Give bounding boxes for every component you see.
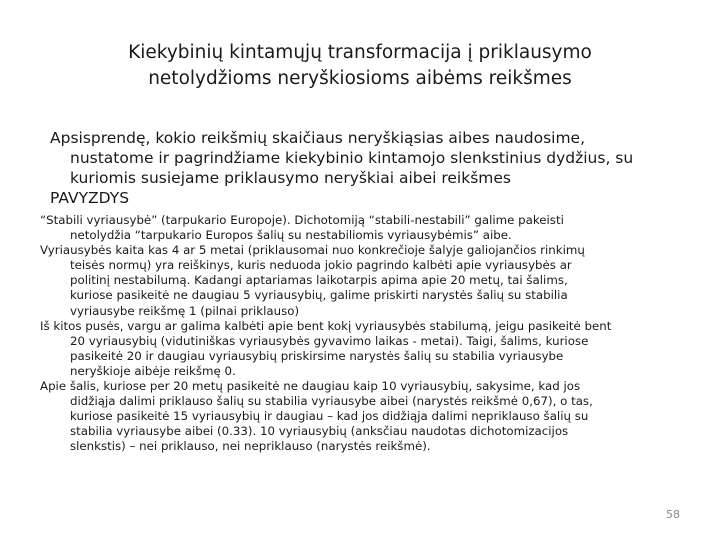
paragraph-line: stabilia vyriausybe aibei (0.33). 10 vyriausybių (anksčiau naudotas dichotomizacijos [70, 424, 569, 439]
intro-line: Apsisprendę, kokio reikšmių skaičiaus neryškiąsias aibes naudosime, [50, 129, 586, 147]
paragraph-line: “Stabili vyriausybė” (tarpukario Europoje). Dichotomiją “stabili-nestabili” galime pakeisti [40, 213, 564, 227]
paragraph-line: vyriausybe reikšmę 1 (pilnai priklauso) [70, 303, 300, 318]
paragraph-line: didžiąja dalimi priklauso šalių su stabilia vyriausybe aibei (narystės reikšmė 0,67), o tas, [70, 394, 593, 409]
paragraph-line: kuriose pasikeitė ne daugiau 5 vyriausybių, galime priskirti narystės šalių su stabilia [70, 288, 568, 303]
title-line: Kiekybinių kintamųjų transformacija į priklausymo [128, 42, 592, 63]
paragraph-line: slenkstis) – nei priklauso, nei nepriklauso (narystės reikšmė). [70, 439, 431, 454]
intro-line: kuriomis susiejame priklausymo neryškiai aibei reikšmes [70, 169, 512, 187]
intro-block [50, 128, 690, 208]
paragraph-line: kuriose pasikeitė 15 vyriausybių ir daugiau – kad jos didžiąja dalimi nepriklauso šalių su [70, 409, 589, 424]
paragraph-line: politinį nestabilumą. Kadangi aptariamas laikotarpis apima apie 20 metų, tai šalims, [70, 273, 568, 288]
paragraph-line: Apie šalis, kuriose per 20 metų pasikeitė ne daugiau kaip 10 vyriausybių, sakysime, kad jos [40, 379, 581, 394]
paragraph-line: Iš kitos pusės, vargu ar galima kalbėti apie bent kokį vyriausybės stabilumą, jeigu pasikeitė bent [40, 318, 612, 333]
paragraph [40, 213, 705, 243]
paragraph-line: teisės normų) yra reiškinys, kuris neduoda jokio pagrindo kalbėti apie vyriausybės ar [70, 258, 572, 273]
intro-line: nustatome ir pagrindžiame kiekybinio kintamojo slenkstinius dydžius, su [70, 149, 634, 167]
page-number: 58 [666, 508, 680, 521]
example-body [40, 213, 705, 455]
paragraph-line: neryškioje aibėje reikšmę 0. [70, 363, 236, 378]
paragraph [40, 319, 705, 379]
paragraph-line: pasikeitė 20 ir daugiau vyriausybių priskirsime narystės šalių su stabilia vyriausybe [70, 348, 564, 363]
paragraph-line: netolydžia “tarpukario Europos šalių su nestabiliomis vyriausybėmis” aibe. [70, 228, 512, 243]
paragraph [40, 379, 705, 454]
paragraph [40, 243, 705, 318]
example-heading: PAVYZDYS [50, 189, 130, 207]
paragraph-line: 20 vyriausybių (vidutiniškas vyriausybės gyvavimo laikas - metai). Taigi, šalims, kuriose [70, 333, 589, 348]
slide-title [60, 40, 660, 92]
title-line: netolydžioms neryškiosioms aibėms reikšmes [148, 68, 572, 89]
paragraph-line: Vyriausybės kaita kas 4 ar 5 metai (priklausomai nuo konkrečioje šalyje galiojančios rinkimų [40, 243, 585, 258]
